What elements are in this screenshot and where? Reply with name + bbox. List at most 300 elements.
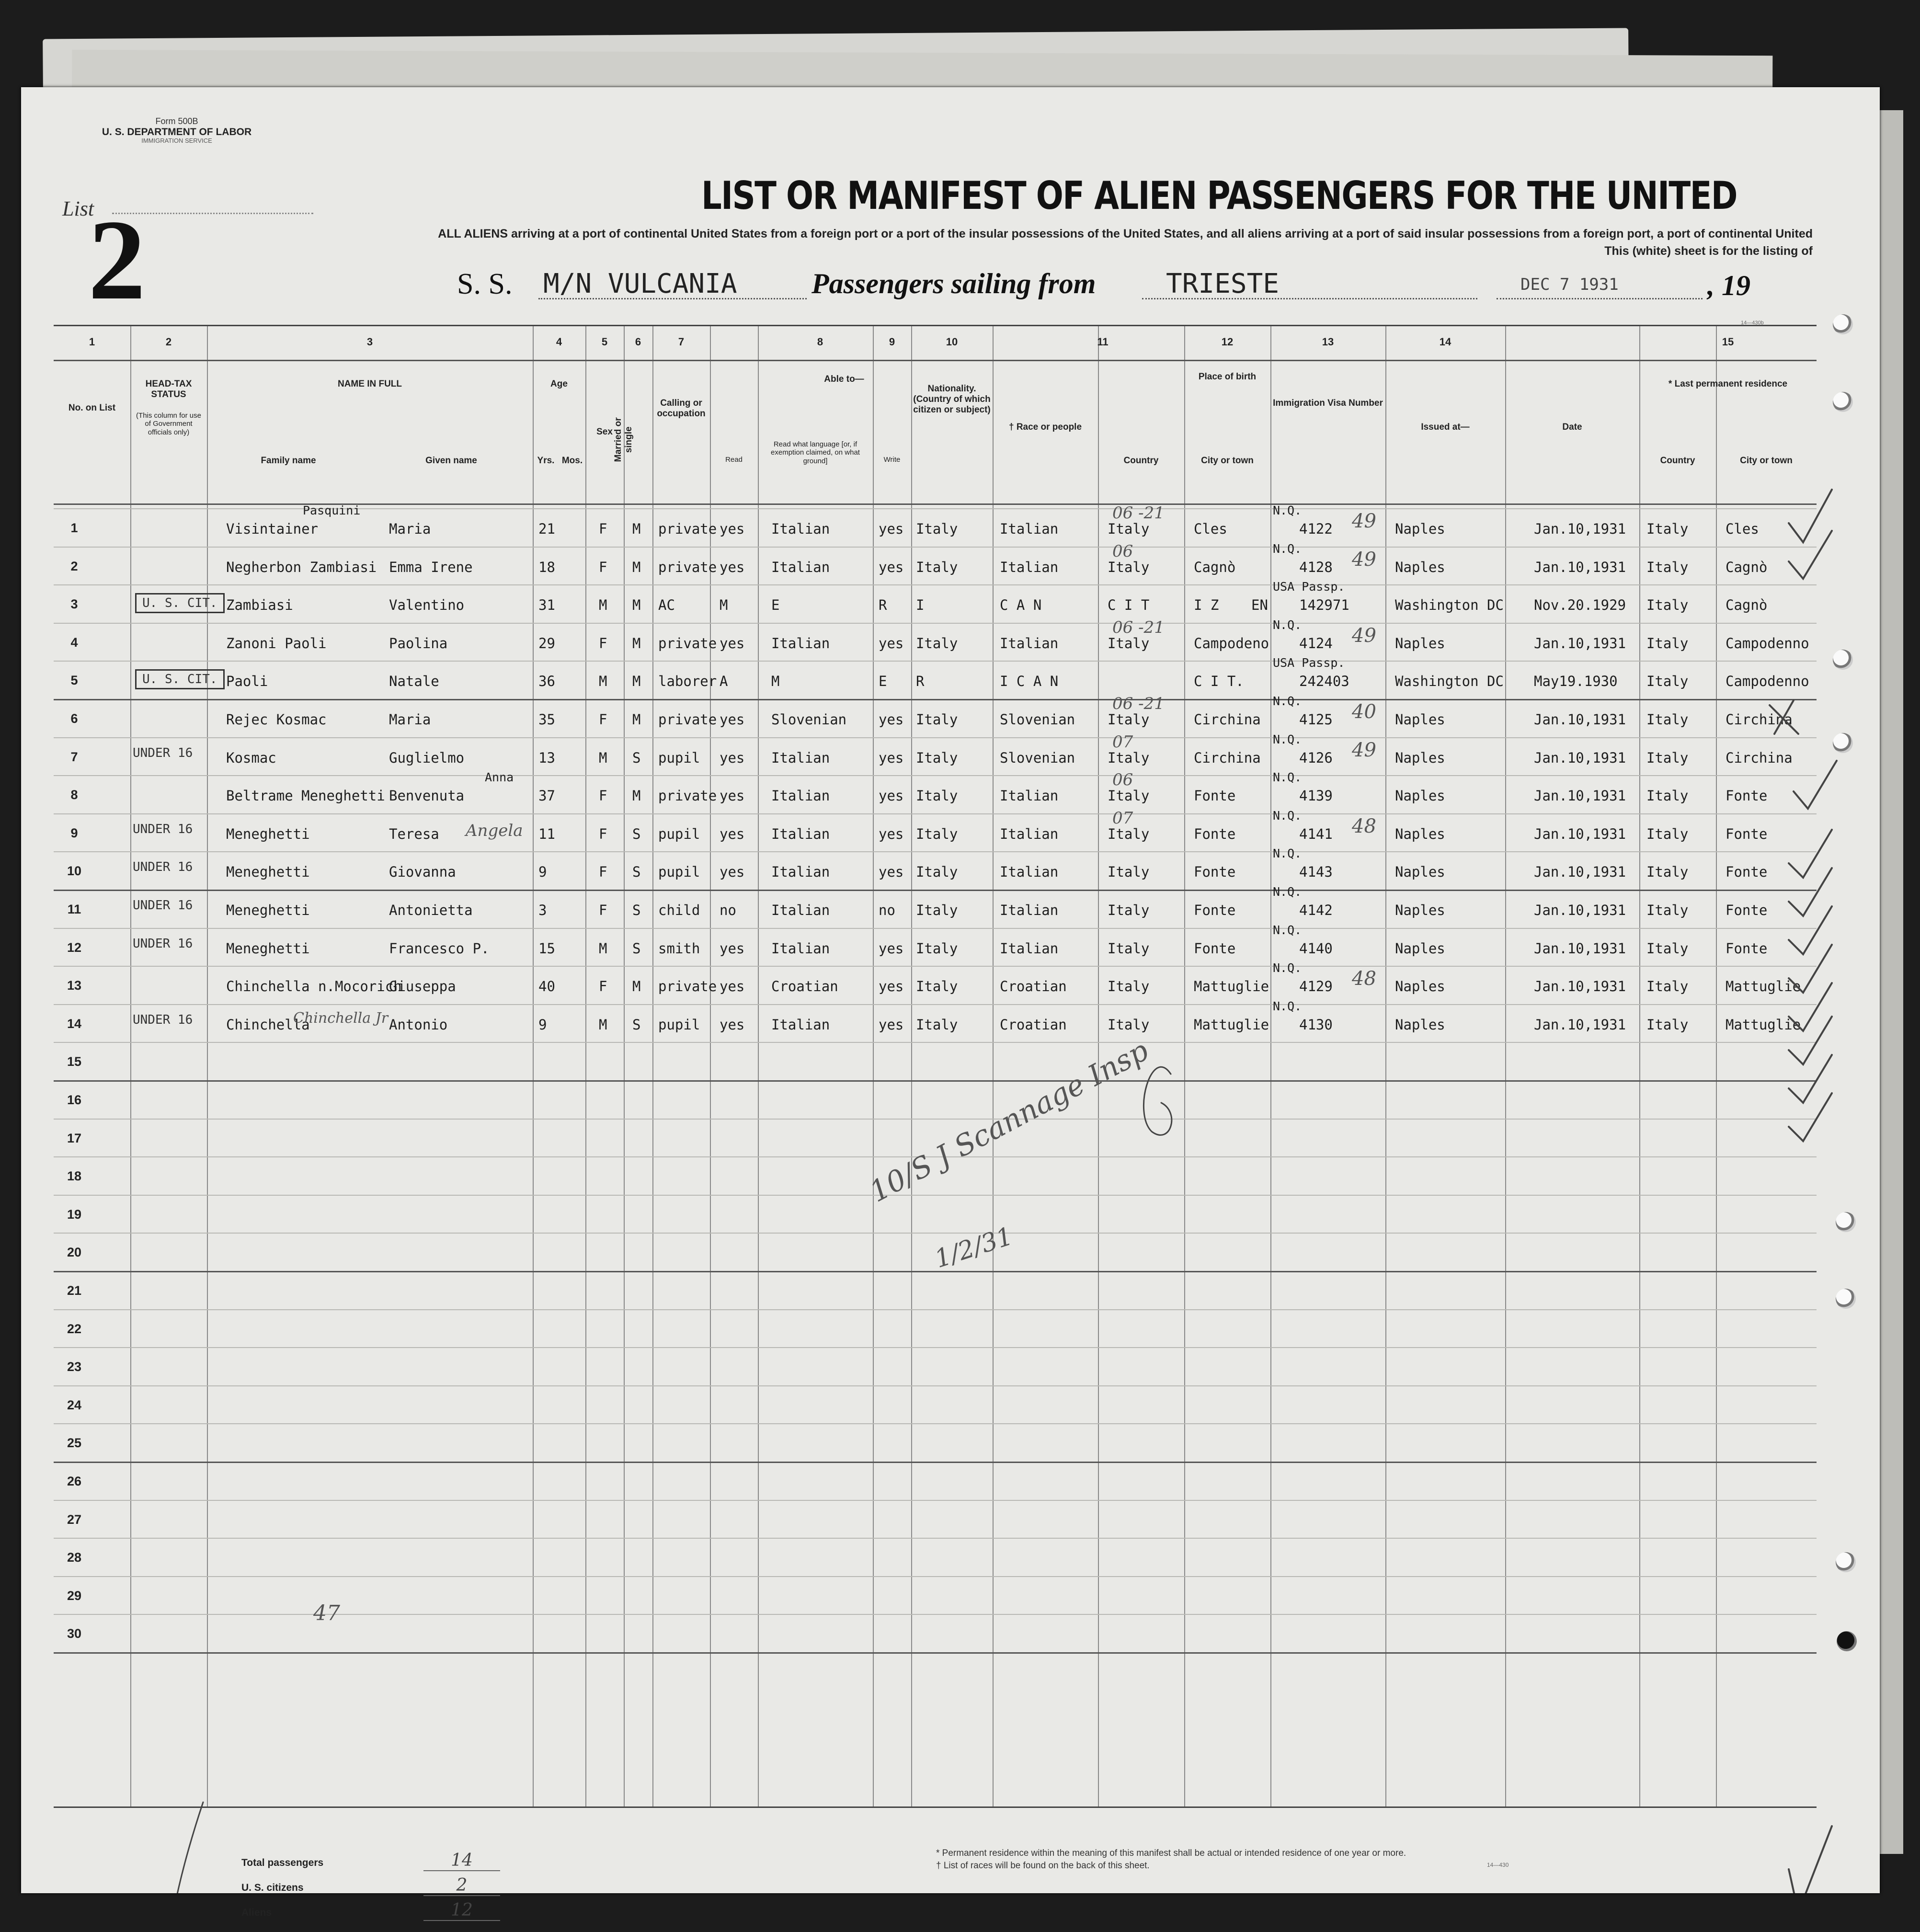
cell-marital: S [632,825,641,842]
cell-language: Italian [771,521,830,537]
row-number: 10 [67,864,82,879]
cell-marital: M [632,597,641,614]
cell-visa: 4129 [1299,978,1333,995]
cell-res-country: Italy [1646,825,1689,842]
cell-date: Jan.10,1931 [1534,1016,1626,1033]
cell-visa-prefix: N.Q. [1273,503,1302,517]
cell-visa-prefix: N.Q. [1273,541,1302,556]
cell-write: R [879,597,887,614]
head-tax-stamp: UNDER 16 [133,745,193,760]
cell-issued-at: Naples [1395,902,1445,918]
column-number: 11 [1097,336,1109,348]
cell-read: yes [720,940,745,957]
pen-stroke [174,1802,203,1893]
row-number: 13 [67,978,82,993]
cell-birth-city: Fonte [1194,788,1236,804]
cell-birth-city: Fonte [1194,940,1236,957]
header-age: Age [550,379,568,389]
cell-language: Italian [771,825,830,842]
cell-marital: M [632,711,641,728]
cell-read: yes [720,825,745,842]
head-tax-stamp: UNDER 16 [133,1012,193,1027]
cell-birth-city: Mattuglie [1194,978,1269,995]
cell-race: Slovenian [1000,711,1075,728]
checkmark-icon [1789,868,1832,916]
cell-visa: 4126 [1299,749,1333,766]
cell-date: May19.1930 [1534,673,1618,690]
cell-occupation: laborer [658,673,717,690]
cell-visa: 4128 [1299,559,1333,575]
cell-nationality: Italy [916,635,958,652]
cell-res-city: Cagnò [1726,559,1768,575]
cell-visa-prefix: N.Q. [1273,694,1302,708]
cell-nationality: Italy [916,749,958,766]
cell-birth-country: Italy [1108,940,1150,957]
cell-visa: 4130 [1299,1016,1333,1033]
row-number: 26 [67,1474,82,1488]
cell-birth-city: C I T. [1194,673,1244,690]
cell-birth-country: Italy [1108,978,1150,995]
cell-res-country: Italy [1646,673,1689,690]
row-number: 4 [70,635,78,650]
cell-write: yes [879,788,904,804]
cell-sex: M [599,1016,607,1033]
birth-code-note: 06 -21 [1112,694,1165,713]
column-number: 2 [165,336,172,348]
cell-sex: M [599,673,607,690]
birth-code-note: 06 -21 [1112,617,1165,637]
cell-read: yes [720,749,745,766]
cell-race: Croatian [1000,978,1067,995]
column-number: 15 [1722,336,1734,348]
column-number: 5 [601,336,608,348]
cell-visa: 4124 [1299,635,1333,652]
cell-given: Maria [389,711,431,728]
cell-write: yes [879,711,904,728]
cell-read: yes [720,711,745,728]
cell-res-country: Italy [1646,864,1689,880]
cell-language: Slovenian [771,711,847,728]
cell-age: 31 [538,597,555,614]
inspector-date: 1/2/31 [931,1222,1017,1274]
manifest-sheet [21,87,1880,1920]
cell-age: 36 [538,673,555,690]
cell-sex: F [599,978,607,995]
cell-date: Jan.10,1931 [1534,521,1626,537]
cell-birth-country: Italy [1108,521,1150,537]
departure-port: TRIESTE [1166,268,1280,299]
cell-nationality: Italy [916,864,958,880]
cell-read: yes [720,1016,745,1033]
ship-label: S. S. [457,268,513,300]
cell-given: Teresa [389,825,439,842]
head-tax-stamp: U. S. CIT. [135,669,225,689]
cell-nationality: Italy [916,825,958,842]
cell-age: 29 [538,635,555,652]
cell-read: A [720,673,728,690]
column-number: 12 [1221,336,1234,348]
cell-sex: M [599,749,607,766]
header-able-to: Able to— [824,374,864,384]
cell-occupation: private [658,788,717,804]
cell-write: yes [879,978,904,995]
cell-res-country: Italy [1646,940,1689,957]
cell-write: no [879,902,895,918]
cell-age: 21 [538,521,555,537]
cell-read: yes [720,978,745,995]
row-number: 19 [67,1207,82,1222]
cell-birth-country: Italy [1108,749,1150,766]
cell-marital: M [632,635,641,652]
punch-hole [1836,1289,1856,1309]
cell-write: yes [879,749,904,766]
cell-given: Maria [389,521,431,537]
cell-nationality: Italy [916,521,958,537]
row-number: 11 [67,902,81,916]
cell-marital: M [632,559,641,575]
cell-birth-city: Fonte [1194,825,1236,842]
cell-res-city: Circhina [1726,711,1793,728]
head-tax-stamp: U. S. CIT. [135,593,225,613]
form-number: Form 500B [155,116,198,126]
cell-birth-city: Circhina [1194,711,1261,728]
cell-read: yes [720,559,745,575]
total-passengers-label: Total passengers [241,1857,324,1868]
cell-language: Italian [771,635,830,652]
cell-age: 13 [538,749,555,766]
cell-language: Italian [771,559,830,575]
cell-nationality: Italy [916,711,958,728]
row-number: 15 [67,1054,82,1069]
cell-res-city: Fonte [1726,902,1768,918]
cell-visa-prefix: N.Q. [1273,732,1302,746]
aliens-label: Aliens [241,1907,272,1918]
cell-write: yes [879,1016,904,1033]
cell-nationality: Italy [916,940,958,957]
cell-write: yes [879,635,904,652]
header-race: † Race or people [1008,422,1082,432]
column-number: 3 [366,336,373,348]
cell-family: Visintainer [226,521,319,537]
cell-marital: S [632,902,641,918]
cell-visa-prefix: N.Q. [1273,846,1302,861]
page-title: LIST OR MANIFEST OF ALIEN PASSENGERS FOR THE UNITED [701,173,1737,218]
cell-res-country: Italy [1646,521,1689,537]
ship-name: M/N VULCANIA [543,268,737,299]
cell-race: Italian [1000,864,1059,880]
cell-visa-prefix: N.Q. [1273,885,1302,899]
pen-marks [21,87,1880,1893]
cell-occupation: pupil [658,1016,700,1033]
cell-birth-city: Cles [1194,521,1227,537]
column-number: 14 [1439,336,1451,348]
header-calling: Calling or occupation [657,398,706,419]
visa-mark-note: 48 [1352,968,1376,990]
cell-res-city: Campodenno [1726,635,1809,652]
row-number: 6 [70,711,78,726]
cell-res-city: Cles [1726,521,1759,537]
cell-given: Giuseppa [389,978,456,995]
cell-res-country: Italy [1646,978,1689,995]
row-number: 22 [67,1321,82,1336]
cell-res-city: Cagnò [1726,597,1768,614]
cell-occupation: child [658,902,700,918]
cell-given-above: Anna [485,770,514,785]
cell-res-country: Italy [1646,597,1689,614]
cell-language: M [771,673,780,690]
birth-code-note: 06 [1112,770,1133,790]
cell-language: Italian [771,902,830,918]
cell-birth-country: Italy [1108,864,1150,880]
cell-res-city: Circhina [1726,749,1793,766]
cell-family: Negherbon Zambiasi [226,559,377,575]
cell-language: Italian [771,864,830,880]
cell-family: Meneghetti [226,864,310,880]
form-department: U. S. DEPARTMENT OF LABOR [102,126,252,137]
cell-res-country: Italy [1646,902,1689,918]
checkmark-icon [1789,830,1832,878]
cell-issued-at: Naples [1395,825,1445,842]
footnote-code: 14—430 [1487,1862,1509,1868]
row-number: 23 [67,1360,82,1374]
header-name-in-full: NAME IN FULL [337,379,402,389]
row-number: 27 [67,1512,82,1527]
cell-language: E [771,597,780,614]
row-number: 25 [67,1436,82,1451]
row-number: 8 [70,788,78,802]
visa-mark-note: 49 [1352,624,1376,647]
header-yrs: Yrs. [537,456,555,466]
punch-hole [1833,733,1853,753]
cell-race: Italian [1000,902,1059,918]
cell-birth-city: Cagnò [1194,559,1236,575]
punch-hole [1833,314,1853,334]
header-issued-at: Issued at— [1421,422,1470,432]
cross-mark-icon [1770,700,1798,734]
cell-birth-country: Italy [1108,711,1150,728]
cell-race: Italian [1000,788,1059,804]
cell-write: E [879,673,887,690]
cell-marital: S [632,749,641,766]
cell-issued-at: Naples [1395,521,1445,537]
header-family-name: Family name [261,456,316,466]
cell-issued-at: Washington DC [1395,597,1504,614]
cell-age: 9 [538,1016,547,1033]
cell-given: Emma Irene [389,559,473,575]
header-visa-number: Immigration Visa Number [1273,398,1383,408]
head-tax-stamp: UNDER 16 [133,860,193,875]
cell-family: Zambiasi [226,597,293,614]
row-number: 20 [67,1245,82,1260]
cell-read: yes [720,788,745,804]
cell-birth-country: Italy [1108,788,1150,804]
cell-issued-at: Washington DC [1395,673,1504,690]
form-code: 14—430b [1741,320,1764,326]
cell-read: no [720,902,736,918]
punch-hole [1837,1631,1857,1651]
cell-age: 35 [538,711,555,728]
punch-hole [1836,1552,1856,1572]
cell-visa-prefix: N.Q. [1273,999,1302,1013]
cell-age: 3 [538,902,547,918]
header-no-on-list: No. on List [68,403,116,413]
cell-date: Jan.10,1931 [1534,825,1626,842]
row-number: 30 [67,1626,82,1641]
cell-visa-prefix: USA Passp. [1273,656,1345,670]
cell-birth-city: Fonte [1194,864,1236,880]
cell-given-handwritten: Angela [466,821,523,840]
column-number: 7 [678,336,685,348]
cell-visa: 4140 [1299,940,1333,957]
cell-sex: M [599,940,607,957]
header-last-residence: * Last permanent residence [1668,379,1788,389]
cell-age: 40 [538,978,555,995]
cell-occupation: pupil [658,749,700,766]
cell-birth-city: I Z [1194,597,1219,614]
cell-marital: S [632,940,641,957]
checkmark-icon [1789,1055,1832,1103]
cell-res-city: Fonte [1726,788,1768,804]
cell-birth-city: Mattuglie [1194,1016,1269,1033]
head-tax-stamp: UNDER 16 [133,898,193,913]
cell-read: M [720,597,728,614]
row-number: 21 [67,1283,82,1298]
checkmark-icon [1789,531,1832,579]
cell-given: Antonietta [389,902,473,918]
checkmark-icon [1789,490,1832,542]
header-date: Date [1562,422,1582,432]
cell-nationality: I [916,597,925,614]
cell-sex: F [599,825,607,842]
cell-marital: M [632,788,641,804]
cell-family: Meneghetti [226,825,310,842]
cell-issued-at: Naples [1395,864,1445,880]
visa-mark-note: 49 [1352,548,1376,571]
visa-mark-note: 49 [1352,510,1376,532]
cell-language: Italian [771,1016,830,1033]
header-place-of-birth: Place of birth [1198,372,1257,382]
cell-sex: F [599,635,607,652]
cell-date: Nov.20.1929 [1534,597,1626,614]
cell-occupation: pupil [658,864,700,880]
cell-race: Italian [1000,559,1059,575]
cell-issued-at: Naples [1395,978,1445,995]
cell-res-city: Fonte [1726,825,1768,842]
list-label: List [62,197,94,220]
cell-language: Italian [771,940,830,957]
cell-issued-at: Naples [1395,711,1445,728]
column-number: 1 [89,336,95,348]
cell-date: Jan.10,1931 [1534,864,1626,880]
punch-hole [1833,392,1853,412]
header-nationality: Nationality. (Country of which citizen or subject) [913,384,991,415]
column-number: 8 [817,336,823,348]
visa-mark-note: 40 [1352,701,1376,723]
cell-occupation: private [658,635,717,652]
cell-sex: M [599,597,607,614]
column-number: 6 [635,336,641,348]
row-number: 9 [70,825,78,840]
cell-occupation: pupil [658,825,700,842]
cell-visa: 4139 [1299,788,1333,804]
row29-note: 47 [313,1601,340,1625]
cell-res-city: Mattuglie [1726,978,1801,995]
cell-given: Natale [389,673,439,690]
cell-family-handwritten: Chinchella Jr [293,1009,389,1027]
cell-sex: F [599,788,607,804]
head-tax-stamp: UNDER 16 [133,936,193,951]
cell-family-above: Pasquini [303,503,361,517]
cell-birth-country: Italy [1108,902,1150,918]
cell-birth-country: Italy [1108,1016,1150,1033]
cell-res-city: Campodenno [1726,673,1809,690]
cell-occupation: private [658,559,717,575]
checkmark-icon [1789,1093,1832,1141]
row-number: 3 [70,597,78,612]
header-write: Write [883,456,901,464]
cell-family: Chinchella [226,1016,310,1033]
cell-date: Jan.10,1931 [1534,902,1626,918]
cell-occupation: smith [658,940,700,957]
checkmark-icon [1789,1826,1832,1893]
cell-age: 15 [538,940,555,957]
header-head-tax-note: (This column for use of Government officials only) [136,412,201,436]
row-number: 17 [67,1131,82,1145]
cell-birth-city: Campodeno [1194,635,1269,652]
row-number: 5 [70,673,78,688]
cell-res-city: Fonte [1726,864,1768,880]
cell-visa-prefix: N.Q. [1273,808,1302,823]
cell-date: Jan.10,1931 [1534,978,1626,995]
cell-nationality: Italy [916,1016,958,1033]
cell-visa-prefix: N.Q. [1273,961,1302,975]
cell-read: yes [720,521,745,537]
visa-mark-note: 49 [1352,739,1376,761]
header-given-name: Given name [425,456,477,466]
cell-issued-at: Naples [1395,940,1445,957]
header-mos: Mos. [561,456,583,466]
row-number: 12 [67,940,82,955]
birth-code-note: 07 [1112,732,1133,752]
footnote-races: † List of races will be found on the back of this sheet. [936,1861,1150,1871]
cell-given: Guglielmo [389,749,465,766]
cell-nationality: Italy [916,978,958,995]
cell-write: yes [879,864,904,880]
cell-read: yes [720,635,745,652]
cell-family: Rejec Kosmac [226,711,327,728]
sailing-label: Passengers sailing from [811,268,1096,299]
cell-family: Beltrame Meneghetti [226,788,385,804]
cell-language: Croatian [771,978,838,995]
list-number: 2 [88,196,146,323]
header-sex: Sex [596,427,613,437]
row-number: 1 [70,521,78,535]
cell-res-city: Fonte [1726,940,1768,957]
cell-birth-country: Italy [1108,825,1150,842]
cell-date: Jan.10,1931 [1534,635,1626,652]
column-number: 13 [1322,336,1334,348]
cell-date: Jan.10,1931 [1534,559,1626,575]
cell-race: Italian [1000,940,1059,957]
cell-date: Jan.10,1931 [1534,788,1626,804]
cell-family: Meneghetti [226,902,310,918]
cell-sex: F [599,521,607,537]
row-number: 28 [67,1550,82,1565]
row-number: 18 [67,1169,82,1184]
cell-visa: 4125 [1299,711,1333,728]
header-read-language: Read what language [or, if exemption claimed, on what ground] [771,440,860,465]
cell-res-city: Mattuglie [1726,1016,1801,1033]
